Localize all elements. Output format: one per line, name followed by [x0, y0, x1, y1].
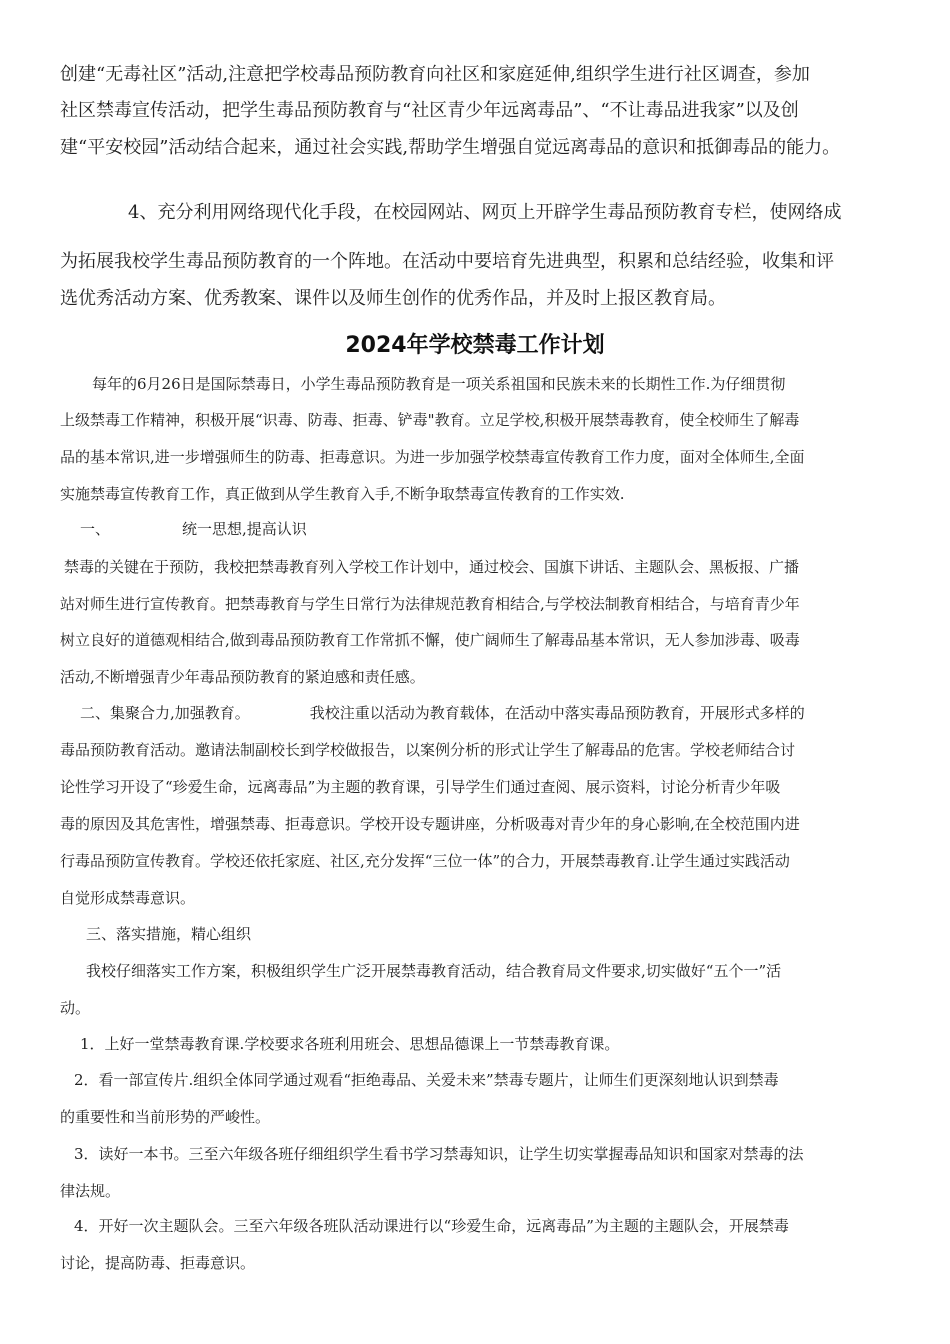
list-item: 2．看一部宣传片.组织全体同学通过观看“拒绝毒品、关爱未来”禁毒专题片，让师生们更深刻地认识到禁毒 — [74, 1071, 779, 1089]
list-item-continued: 讨论，提高防毒、拒毒意识。 — [60, 1254, 256, 1272]
item4-line: 4、充分利用网络现代化手段，在校园网站、网页上开辟学生毒品预防教育专栏，使网络成 — [128, 202, 842, 223]
section1-line: 站对师生进行宣传教育。把禁毒教育与学生日常行为法律规范教育相结合,与学校法制教育相结合，与培育青少年 — [60, 595, 800, 613]
section2-line: 自觉形成禁毒意识。 — [60, 889, 196, 907]
preface-line: 品的基本常识,进一步增强师生的防毒、拒毒意识。为进一步加强学校禁毒宣传教育工作力度，面对全体师生,全面 — [60, 448, 805, 466]
list-item: 1．上好一堂禁毒教育课.学校要求各班利用班会、思想品德课上一节禁毒教育课。 — [80, 1035, 620, 1053]
section1-line: 活动,不断增强青少年毒品预防教育的紧迫感和责任感。 — [60, 668, 425, 686]
item4-line: 为拓展我校学生毒品预防教育的一个阵地。在活动中要培育先进典型，积累和总结经验，收集和评 — [60, 251, 834, 272]
section2-line: 毒的原因及其危害性，增强禁毒、拒毒意识。学校开设专题讲座，分析吸毒对青少年的身心影响,在全校范围内进 — [60, 815, 800, 833]
intro-line: 建“平安校园”活动结合起来，通过社会实践,帮助学生增强自觉远离毒品的意识和抵御毒品的能力。 — [60, 137, 841, 158]
section2-heading: 二、集聚合力,加强教育。 — [80, 704, 250, 722]
preface-line: 实施禁毒宣传教育工作，真正做到从学生教育入手,不断争取禁毒宣传教育的工作实效. — [60, 485, 625, 503]
section1-heading-line — [80, 518, 910, 540]
list-item-continued: 的重要性和当前形势的严峻性。 — [60, 1108, 271, 1126]
preface-line: 每年的6月26日是国际禁毒日，小学生毒品预防教育是一项关系祖国和民族未来的长期性工作.为仔细贯彻 — [92, 375, 786, 393]
section1-number: 一、 — [80, 520, 111, 538]
section3-line: 动。 — [60, 999, 91, 1017]
section2-line: 行毒品预防宣传教育。学校还依托家庭、社区,充分发挥“三位一体”的合力，开展禁毒教育.让学生通过实践活动 — [60, 852, 790, 870]
list-item-continued: 律法规。 — [60, 1182, 121, 1200]
intro-line: 创建“无毒社区”活动,注意把学校毒品预防教育向社区和家庭延伸,组织学生进行社区调查，参加 — [60, 64, 810, 85]
section1-line: 禁毒的关键在于预防，我校把禁毒教育列入学校工作计划中，通过校会、国旗下讲话、主题队会、黑板报、广播 — [64, 558, 800, 576]
section2-line: 毒品预防教育活动。邀请法制副校长到学校做报告，以案例分析的形式让学生了解毒品的危害。学校老师结合讨 — [60, 741, 796, 759]
section2-line: 论性学习开设了“珍爱生命，远离毒品”为主题的教育课，引导学生们通过查阅、展示资料，讨论分析青少年吸 — [60, 778, 781, 796]
preface-line: 上级禁毒工作精神，积极开展“识毒、防毒、拒毒、铲毒"教育。立足学校,积极开展禁毒教育，使全校师生了解毒 — [60, 411, 800, 429]
document-title: 2024年学校禁毒工作计划 — [345, 333, 605, 358]
list-item: 4．开好一次主题队会。三至六年级各班队活动课进行以“珍爱生命，远离毒品”为主题的主题队会，开展禁毒 — [74, 1217, 789, 1235]
section1-line: 树立良好的道德观相结合,做到毒品预防教育工作常抓不懈，使广阔师生了解毒品基本常识，无人参加涉毒、吸毒 — [60, 631, 800, 649]
item4-line: 选优秀活动方案、优秀教案、课件以及师生创作的优秀作品，并及时上报区教育局。 — [60, 288, 726, 309]
section3-line: 我校仔细落实工作方案，积极组织学生广泛开展禁毒教育活动，结合教育局文件要求,切实做好“五个一”活 — [86, 962, 782, 980]
intro-line: 社区禁毒宣传活动，把学生毒品预防教育与“社区青少年远离毒品”、“不让毒品进我家”以及创 — [60, 100, 799, 121]
list-item: 3．读好一本书。三至六年级各班仔细组织学生看书学习禁毒知识，让学生切实掌握毒品知识和国家对禁毒的法 — [74, 1145, 804, 1163]
section2-heading-line — [80, 702, 910, 724]
section1-heading: 统一思想,提高认识 — [182, 520, 307, 538]
section3-heading: 三、落实措施，精心组织 — [86, 925, 252, 943]
section2-first: 我校注重以活动为教育载体，在活动中落实毒品预防教育，开展形式多样的 — [309, 704, 805, 722]
